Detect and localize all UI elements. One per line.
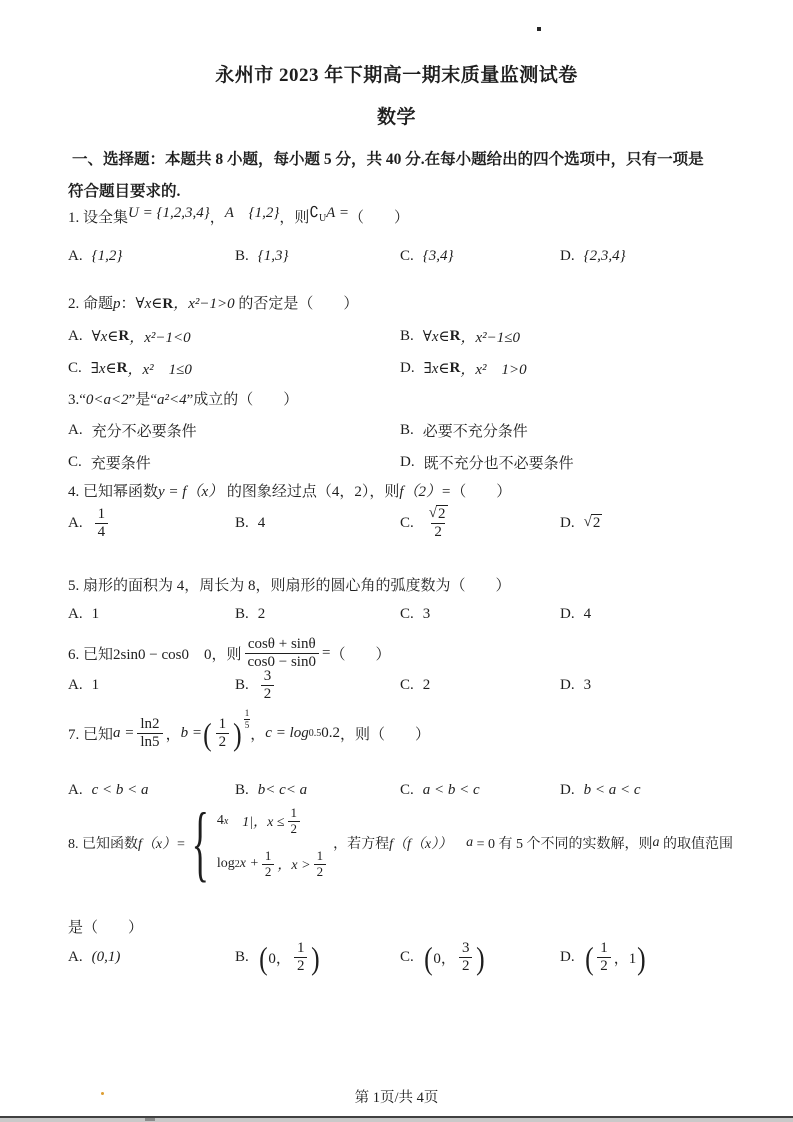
option-label: C. (400, 677, 414, 694)
q8-fx: f（x）= (138, 836, 186, 852)
option-label: A. (68, 606, 83, 622)
q3-lead: 3.“ (68, 392, 86, 408)
option-value: ，x² 1>0 (460, 362, 527, 378)
q3-option-d (400, 452, 765, 473)
q6-option-c (400, 677, 560, 694)
radical-icon: √ (428, 505, 437, 521)
q4-lead: 4. 已知幂函数 (68, 484, 159, 500)
fraction-denominator: ln5 (137, 733, 162, 751)
option-value: {3,4} (422, 248, 454, 264)
q3-post: ”成立的（ ） (186, 392, 299, 408)
q1-set-a: A {1,2} (224, 205, 280, 221)
option-label: A. (68, 677, 83, 694)
fraction (245, 636, 319, 672)
question-7-options (68, 782, 765, 799)
radical-icon: √ (583, 514, 592, 531)
option-value: c < b < a (91, 782, 149, 798)
interval-start: 0， (268, 951, 291, 968)
q1-option-c (400, 248, 560, 265)
q7-comma: ， (165, 727, 181, 744)
page-subtitle: 数学 (376, 107, 416, 128)
option-value: 4 (257, 514, 266, 531)
option-label: C. (400, 606, 414, 622)
question-5-stem (68, 574, 765, 595)
q6-option-a (68, 677, 235, 694)
fraction (597, 940, 611, 976)
q5-option-a (68, 606, 235, 623)
bottom-edge-tick (145, 1118, 155, 1121)
option-label: C. (68, 360, 82, 376)
section-intro-line1: 一、选择题：本题共 8 小题，每小题 5 分，共 40 分.在每小题给出的四个选项中，只有一项是 (72, 151, 704, 168)
option-value: 充要条件 (90, 456, 151, 472)
fraction (261, 668, 275, 704)
option-label: D. (560, 949, 575, 966)
fraction-denominator: 5 (244, 720, 250, 731)
option-value: {2,3,4} (583, 248, 626, 264)
question-1-stem (68, 206, 765, 229)
option-label: C. (400, 248, 414, 264)
q8-mid: ，若方程 (333, 836, 390, 852)
option-reals: R (449, 328, 461, 344)
option-value: a < b < c (422, 782, 480, 798)
fraction (262, 849, 275, 880)
q2-forall: ∀x∈ (135, 296, 163, 312)
option-value: b< c< a (257, 782, 308, 798)
base: 4 (216, 813, 224, 829)
q7-option-d (560, 782, 765, 799)
question-5-options (68, 606, 765, 623)
fraction (137, 716, 162, 752)
fraction-denominator: 2 (288, 821, 301, 837)
q6-answer-blank: （ ） (330, 647, 391, 664)
option-value: 2 (422, 677, 431, 694)
option-label: A. (68, 328, 83, 344)
option-value: b < a < c (583, 782, 641, 798)
q7-a-lhs: a = (113, 725, 135, 742)
option-value: {1,3} (257, 248, 289, 264)
page-title: 永州市 2023 年下期高一期末质量监测试卷 (215, 65, 578, 86)
option-label: D. (560, 514, 575, 531)
q4-answer-blank: （ ） (451, 484, 512, 500)
option-value: 必要不充分条件 (422, 424, 528, 440)
fraction-numerator: 1 (218, 716, 227, 732)
q1-set-u: U = {1,2,3,4} (128, 205, 210, 221)
question-6-stem (68, 636, 765, 672)
q8-ffx: f（f（x）） (389, 836, 453, 852)
option-value: ∀x∈ (422, 329, 450, 345)
option-label: A. (68, 514, 83, 531)
piecewise-row-2 (217, 849, 329, 880)
question-2-options-row2 (68, 358, 765, 379)
complement-subscript: U (318, 213, 327, 224)
q6-option-b (235, 668, 400, 704)
option-value: (0,1) (91, 949, 121, 966)
q7-c-lhs: c = log (265, 725, 309, 742)
option-label: D. (560, 782, 575, 798)
question-8-options (68, 940, 765, 976)
q4-mid: 的图象经过点（4，2），则 (223, 484, 400, 500)
q4-option-c (400, 505, 560, 542)
fraction-denominator: 2 (459, 957, 473, 975)
option-value: 充分不必要条件 (91, 424, 197, 440)
option-label: B. (235, 949, 249, 966)
q4-option-d (560, 514, 765, 532)
q7-option-b (235, 782, 400, 799)
option-reals: R (118, 328, 130, 344)
piecewise-function (190, 795, 330, 890)
option-value: 4 (583, 606, 592, 622)
question-3-options-row2 (68, 452, 765, 473)
exponent-fraction (244, 708, 251, 731)
q2-lead: 2. 命题 (68, 296, 114, 312)
option-label: C. (400, 949, 414, 966)
q7-post: ，则（ ） (339, 727, 430, 744)
interval-end: ，1 (613, 951, 637, 968)
log-base-subscript: 2 (234, 858, 240, 870)
q1-option-d (560, 248, 765, 265)
question-8-stem (68, 795, 765, 890)
q6-lead: 6. 已知 (68, 647, 114, 664)
question-4-stem (68, 480, 765, 501)
q7-c-argument: 0.2 (321, 725, 340, 742)
q3-condition: 0<a<2 (85, 392, 129, 408)
fraction-denominator: 4 (95, 523, 109, 541)
exponent: x (223, 815, 229, 827)
option-label: B. (235, 248, 249, 264)
question-8-stem-line2 (68, 916, 765, 937)
fraction-denominator: 2 (314, 864, 327, 880)
question-6-options (68, 668, 765, 704)
fraction-numerator (426, 505, 451, 523)
question-1-options (68, 248, 765, 265)
fraction (426, 505, 451, 542)
q4-option-a (68, 506, 235, 542)
q1-then: ，则 (279, 210, 310, 226)
fraction-denominator: 2 (216, 733, 230, 751)
option-value: ，x² 1≤0 (127, 362, 192, 378)
question-2-options-row1 (68, 326, 765, 347)
fraction-numerator: cosθ + sinθ (247, 636, 316, 652)
fraction (459, 940, 473, 976)
option-reals: R (449, 360, 461, 376)
sqrt-expression (584, 514, 603, 532)
option-label: A. (68, 782, 83, 798)
q5-option-c (400, 606, 560, 623)
option-label: A. (68, 248, 83, 264)
q1-lead: 1. 设全集 (68, 210, 129, 226)
q7-comma: ， (250, 727, 266, 744)
row1-condition: 1|，x ≤ (228, 815, 285, 831)
q8-option-b: B. ( 0， $\frac{1}{2}$ ) (235, 939, 321, 976)
q5-option-b (235, 606, 400, 623)
option-label: D. (400, 360, 415, 376)
q2-option-a (68, 326, 400, 347)
q2-reals: R (162, 296, 174, 312)
fraction (294, 940, 308, 976)
q2-p: p (113, 296, 121, 312)
fraction (216, 716, 230, 752)
fraction-numerator: 3 (263, 668, 272, 684)
radicand: 2 (438, 506, 446, 522)
fraction-denominator: 2 (261, 685, 275, 703)
q8-var-a: a (466, 834, 474, 850)
option-label: A. (68, 949, 83, 966)
q8-post2: 的取值范围 (659, 836, 733, 852)
option-label: D. (400, 454, 415, 470)
q7-lead: 7. 已知 (68, 727, 114, 744)
q3-option-b (400, 420, 765, 441)
row2-condition: ，x > (277, 858, 311, 874)
fraction-numerator: 1 (264, 847, 272, 863)
option-label: D. (560, 248, 575, 264)
q1-option-b (235, 248, 400, 265)
q4-f2: f（2）= (399, 484, 452, 500)
q1-option-a (68, 248, 235, 265)
left-brace: { (191, 795, 209, 890)
question-2-stem (68, 292, 765, 313)
q7-option-c (400, 782, 560, 799)
row2-expression: x + (239, 856, 259, 872)
piecewise-rows (217, 806, 329, 880)
q2-post: 的否定是（ ） (238, 296, 359, 312)
page-footer: 第 1页/共 4页 (354, 1090, 439, 1106)
fraction-numerator: 3 (461, 940, 470, 956)
fraction (288, 806, 301, 837)
log-symbol: log (216, 856, 235, 872)
fraction-denominator: 2 (597, 957, 611, 975)
option-label: D. (560, 677, 575, 694)
complement-symbol: ∁ (309, 205, 319, 221)
q3-mid: ”是“ (128, 392, 157, 408)
option-reals: R (116, 360, 128, 376)
option-value: 3 (422, 606, 431, 622)
bottom-edge-fill (0, 1118, 793, 1122)
option-value: 3 (583, 677, 592, 694)
stray-dot (537, 27, 541, 31)
option-value: {1,2} (91, 248, 123, 264)
option-value: ，x²−1<0 (129, 330, 191, 346)
option-label: C. (68, 454, 82, 470)
option-label: D. (560, 606, 575, 622)
fraction-denominator: cos0 − sin0 (245, 653, 319, 671)
option-value: 既不充分也不必要条件 (423, 456, 574, 472)
question-4-options (68, 505, 765, 542)
option-label: B. (400, 328, 414, 344)
q6-then: ，则 (211, 647, 242, 664)
q2-inequality: ，x²−1>0 (173, 296, 239, 312)
q1-answer-blank: （ ） (348, 210, 409, 226)
question-3-options-row1 (68, 420, 765, 441)
q8-lead: 8. 已知函数 (68, 836, 138, 852)
fraction-numerator: 1 (600, 940, 608, 956)
q8-var-a: a (652, 834, 660, 850)
q2-colon: ： (120, 296, 136, 312)
q3-option-c (68, 452, 400, 473)
option-value: ∀x∈ (91, 329, 119, 345)
q8-option-a (68, 949, 235, 966)
q8-post1: = 0 有 5 个不同的实数解，则 (473, 836, 653, 852)
q6-equation: 2sin0 − cos0 0 (113, 647, 212, 664)
q8-gap (452, 833, 466, 853)
q7-option-a (68, 782, 235, 799)
option-value: 1 (91, 606, 100, 622)
log-base-subscript: 0.5 (308, 728, 322, 740)
option-value: ∃x∈ (423, 361, 450, 377)
fraction (314, 849, 327, 880)
q3-option-a (68, 420, 400, 441)
q8-answer-blank: 是（ ） (68, 920, 144, 936)
q3-conclusion: a²<4 (157, 392, 187, 408)
q4-option-b (235, 515, 400, 532)
section-intro-line2: 符合题目要求的. (68, 183, 181, 200)
option-label: B. (235, 677, 249, 694)
fraction-numerator: 1 (316, 847, 324, 863)
q8-option-c: C. ( 0， $\frac{3}{2}$ ) (400, 939, 486, 976)
fraction-denominator: 2 (262, 864, 275, 880)
option-label: B. (235, 782, 249, 798)
interval-start: 0， (433, 951, 456, 968)
option-label: A. (68, 422, 83, 438)
question-7-stem: 7. 已知 a = $\frac{\ln 2}{\ln 5}$ ， b = ( $\frac{1}{2}$ ) $\frac{1}{5}$ ， c = log 0.5 0.2 ，则（ ） (68, 708, 430, 752)
q7-b-lhs: b = (180, 725, 202, 742)
q6-option-d (560, 677, 765, 694)
option-label: C. (400, 514, 414, 531)
q1-comma: ， (209, 210, 225, 226)
q5-text: 5. 扇形的面积为 4，周长为 8，则扇形的圆心角的弧度数为（ ） (68, 578, 511, 594)
q2-option-c (68, 358, 400, 379)
fraction-numerator: 1 (244, 708, 250, 719)
option-label: B. (235, 514, 249, 531)
radicand: 2 (592, 515, 601, 532)
q2-option-d (400, 358, 765, 379)
q1-comp-rest: A = (326, 205, 349, 221)
q6-equals: = (321, 645, 331, 662)
fraction-numerator: 1 (296, 940, 305, 956)
sqrt-expression (429, 505, 448, 523)
fraction-denominator: 2 (294, 957, 308, 975)
fraction-denominator: 2 (431, 523, 445, 541)
piecewise-row-1 (217, 806, 329, 837)
fraction-numerator: 1 (290, 805, 298, 820)
question-3-stem (68, 388, 765, 409)
fraction-numerator: 1 (97, 505, 106, 522)
fraction (95, 506, 109, 542)
option-label: C. (400, 782, 414, 798)
option-label: B. (235, 606, 249, 622)
option-value: ∃x∈ (90, 361, 117, 377)
q5-option-d (560, 606, 765, 623)
fraction-numerator: ln2 (140, 716, 160, 732)
q8-option-d: D. ( $\frac{1}{2}$ ，1 ) (560, 939, 646, 976)
q2-option-b (400, 326, 765, 347)
option-value: 2 (257, 606, 266, 622)
option-value: ，x²−1≤0 (460, 330, 520, 346)
q4-function: y = f（x） (158, 484, 224, 500)
option-label: B. (400, 422, 414, 438)
option-value: 1 (91, 677, 100, 694)
